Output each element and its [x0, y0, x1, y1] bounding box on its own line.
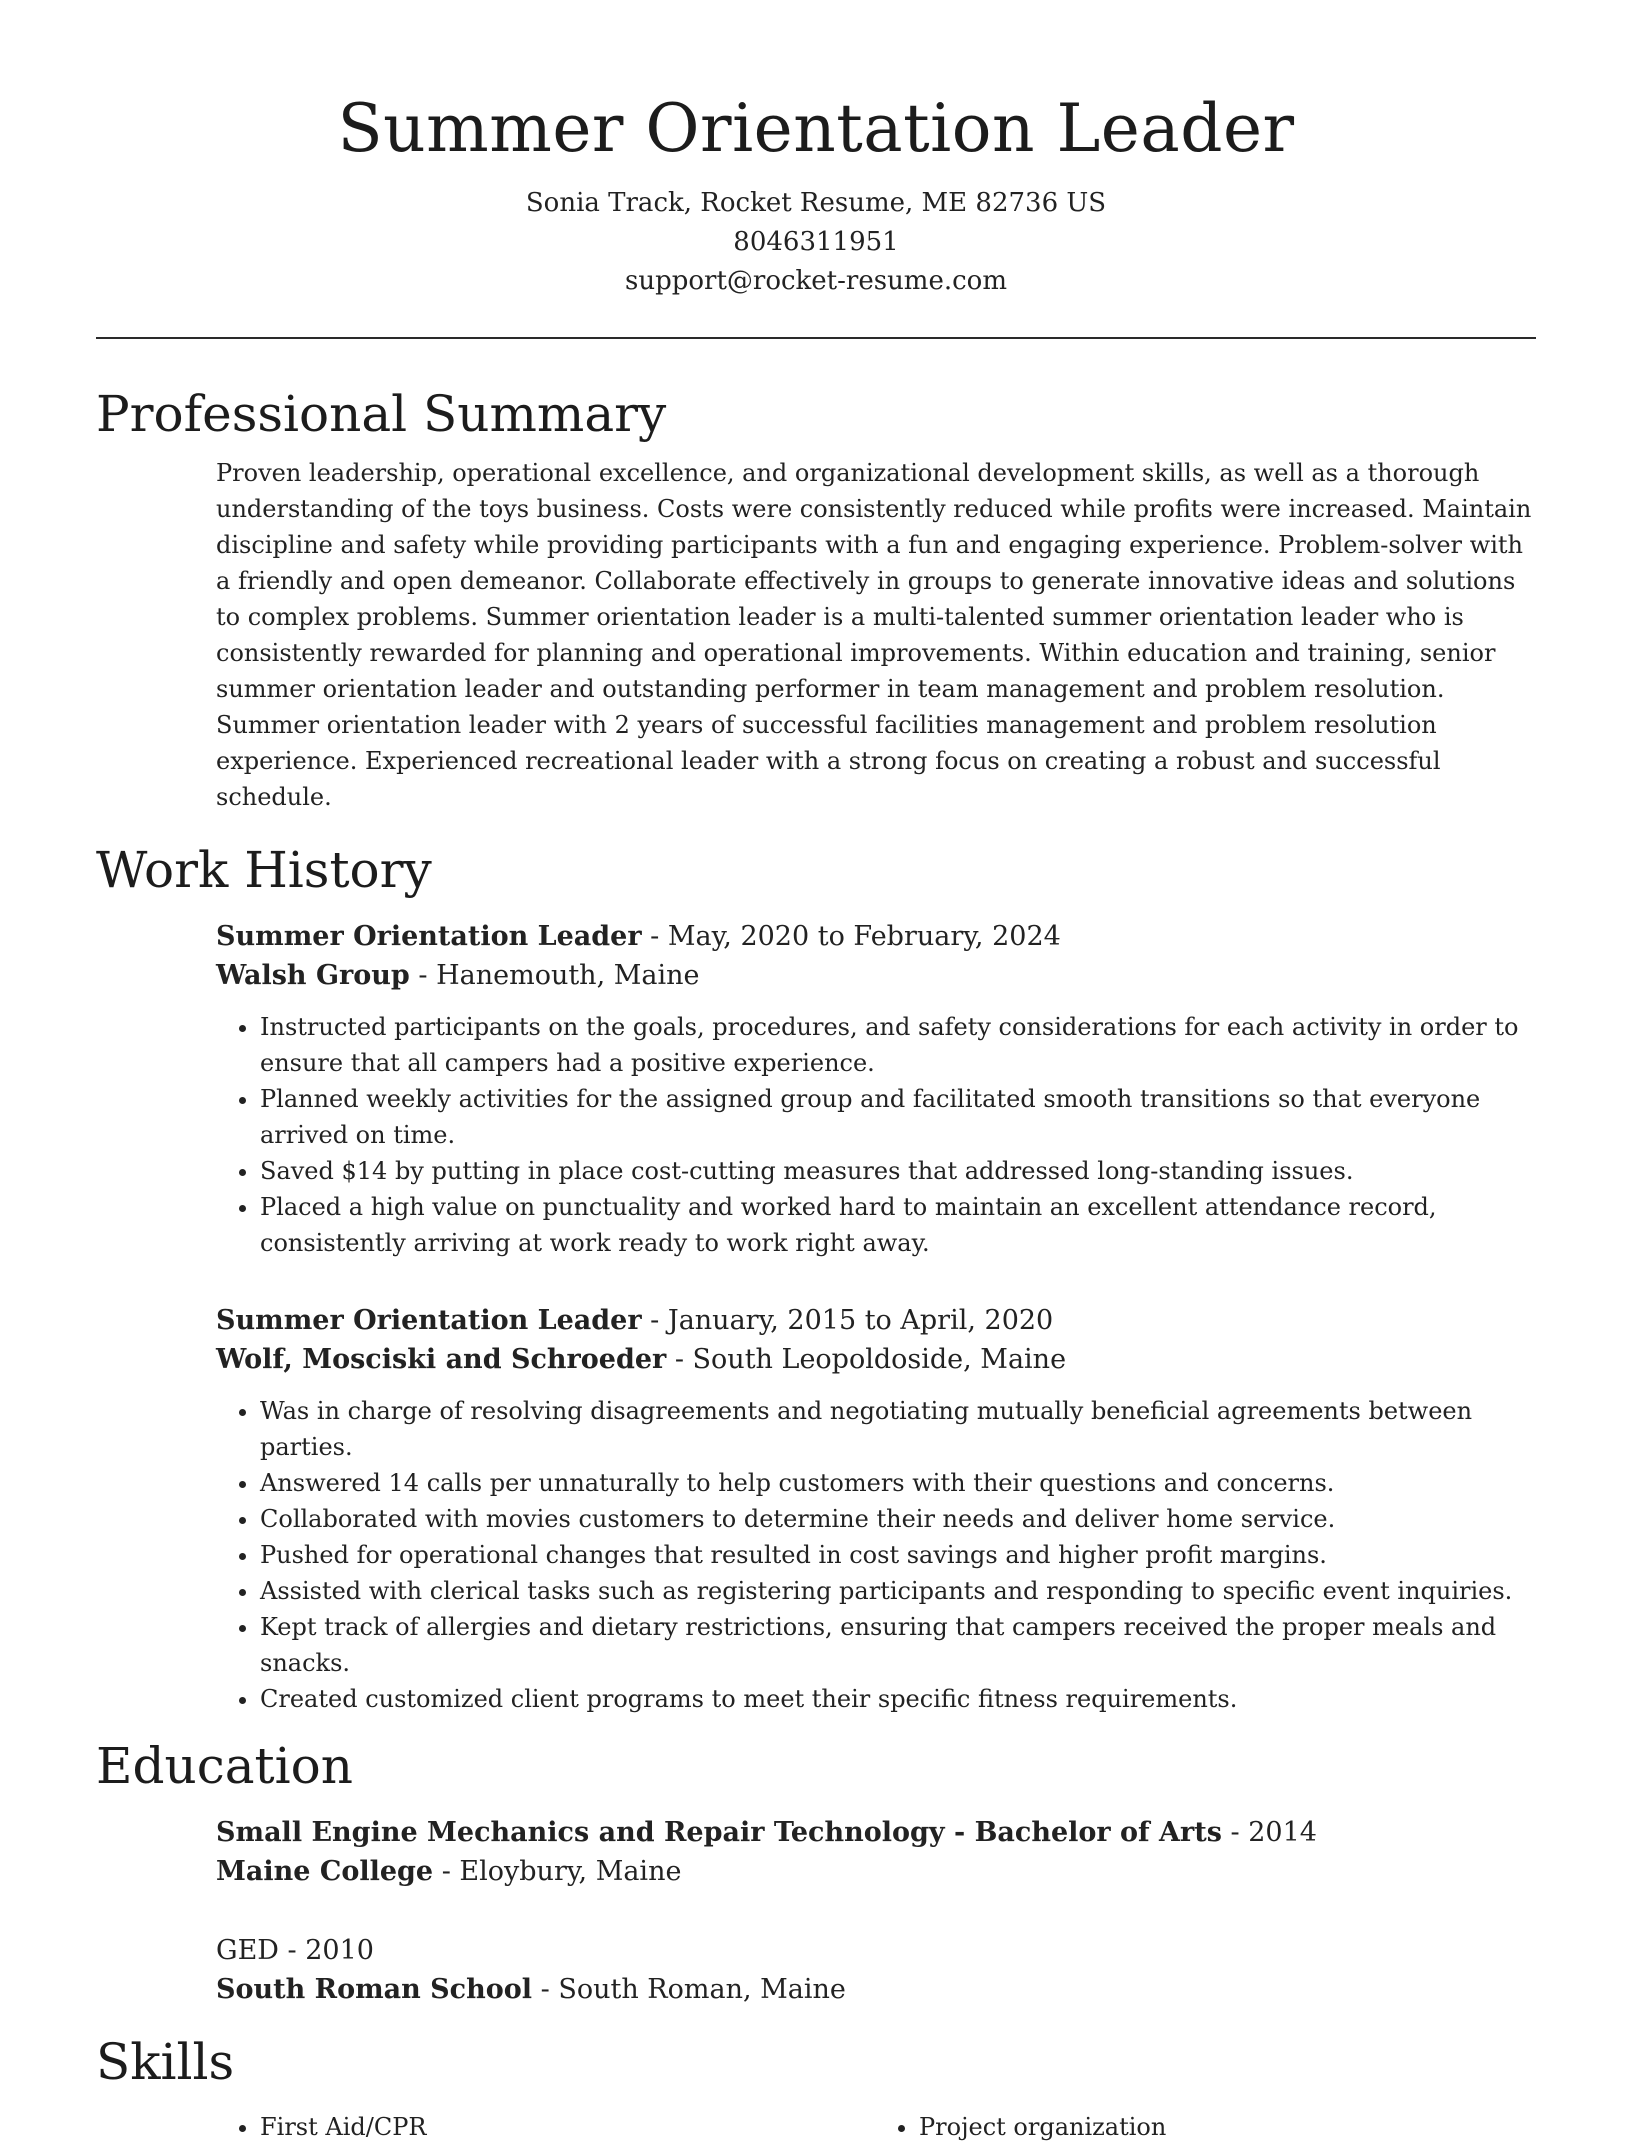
resume-page — [96, 0, 1536, 2145]
list-item: • Was in charge of resolving disagreements and negotiating mutually beneficial agreements between parties. — [260, 1393, 1534, 1465]
job-duties-list — [216, 1009, 1534, 1261]
work-history-section — [216, 917, 1534, 1717]
education-degree: GED — [216, 1935, 279, 1966]
job-location: South Leopoldoside, Maine — [692, 1344, 1067, 1375]
separator: - — [287, 1935, 306, 1966]
list-item: • Assisted with clerical tasks such as registering participants and responding to specific event inquiries. — [260, 1573, 1534, 1609]
job-dates: January, 2015 to April, 2020 — [667, 1305, 1054, 1336]
job-title-line — [216, 917, 1534, 956]
separator: - — [650, 1305, 668, 1336]
education-year: 2010 — [305, 1935, 374, 1966]
job-company: Wolf, Mosciski and Schroeder — [216, 1344, 667, 1375]
contact-address: Sonia Track, Rocket Resume, ME 82736 US — [525, 188, 1107, 218]
education-degree: Small Engine Mechanics and Repair Technology - Bachelor of Arts — [216, 1817, 1222, 1848]
skill-item: • First Aid/CPR — [260, 2109, 875, 2145]
job-entry — [216, 917, 1534, 1261]
separator: - — [540, 1974, 559, 2005]
skill-item: • Project organization — [919, 2109, 1534, 2145]
education-degree-line — [216, 1813, 1534, 1852]
list-item: • Kept track of allergies and dietary restrictions, ensuring that campers received the proper meals and snacks. — [260, 1609, 1534, 1681]
skills-heading: Skills — [96, 2033, 235, 2091]
education-school: South Roman School — [216, 1974, 533, 2005]
job-title: Summer Orientation Leader — [216, 921, 642, 952]
job-entry — [216, 1301, 1534, 1717]
education-school-line — [216, 1970, 1534, 2009]
resume-header — [96, 0, 1536, 301]
separator: - — [418, 960, 437, 991]
separator: - — [1230, 1817, 1249, 1848]
skills-list-right — [875, 2109, 1534, 2145]
skills-section — [216, 2109, 1534, 2145]
contact-email: support@rocket-resume.com — [624, 266, 1007, 296]
contact-phone: 8046311951 — [733, 227, 899, 257]
list-item: • Pushed for operational changes that resulted in cost savings and higher profit margins. — [260, 1537, 1534, 1573]
page-title: Summer Orientation Leader — [337, 90, 1295, 167]
list-item: • Planned weekly activities for the assigned group and facilitated smooth transitions so that everyone arrived on time. — [260, 1081, 1534, 1153]
list-item: • Instructed participants on the goals, procedures, and safety considerations for each activity in order to ensure that all campers had a positive experience. — [260, 1009, 1534, 1081]
separator: - — [650, 921, 668, 952]
list-item: • Saved $14 by putting in place cost-cutting measures that addressed long-standing issues. — [260, 1153, 1534, 1189]
job-company-line — [216, 1340, 1534, 1379]
education-location: South Roman, Maine — [558, 1974, 846, 2005]
education-location: Eloybury, Maine — [459, 1856, 682, 1887]
list-item: • Collaborated with movies customers to determine their needs and deliver home service. — [260, 1501, 1534, 1537]
education-heading: Education — [96, 1737, 353, 1795]
job-title: Summer Orientation Leader — [216, 1305, 642, 1336]
education-school: Maine College — [216, 1856, 434, 1887]
list-item: • Answered 14 calls per unnaturally to help customers with their questions and concerns. — [260, 1465, 1534, 1501]
separator: - — [441, 1856, 460, 1887]
job-company: Walsh Group — [216, 960, 410, 991]
skills-list-left — [216, 2109, 875, 2145]
job-duties-list — [216, 1393, 1534, 1717]
summary-heading: Professional Summary — [96, 385, 667, 443]
summary-section — [216, 455, 1534, 815]
education-section — [216, 1813, 1534, 2009]
job-location: Hanemouth, Maine — [436, 960, 700, 991]
list-item: • Created customized client programs to meet their specific fitness requirements. — [260, 1681, 1534, 1717]
contact-info — [96, 184, 1536, 301]
work-history-heading: Work History — [96, 841, 432, 899]
education-year: 2014 — [1248, 1817, 1317, 1848]
header-divider — [96, 337, 1536, 339]
job-dates: May, 2020 to February, 2024 — [667, 921, 1061, 952]
list-item: • Placed a high value on punctuality and worked hard to maintain an excellent attendance record, consistently arriving at work ready to work right away. — [260, 1189, 1534, 1261]
education-school-line — [216, 1852, 1534, 1891]
job-title-line — [216, 1301, 1534, 1340]
job-company-line — [216, 956, 1534, 995]
education-entry — [216, 1931, 1534, 2009]
education-degree-line — [216, 1931, 1534, 1970]
separator: - — [674, 1344, 693, 1375]
education-entry — [216, 1813, 1534, 1891]
summary-text: Proven leadership, operational excellence, and organizational development skills, as well as a thorough understanding of the toys business. Costs were consistently reduced while profits were increased. Maintain discipline and safety while providing participants with a fun and engaging experience. Problem-solver with a friendly and open demeanor. Collaborate effectively in groups to generate innovative ideas and solutions to complex problems. Summer orientation leader is a multi-talented summer orientation leader who is consistently rewarded for planning and operational improvements. Within education and training, senior summer orientation leader and outstanding performer in team management and problem resolution. Summer orientation leader with 2 years of successful facilities management and problem resolution experience. Experienced recreational leader with a strong focus on creating a robust and successful schedule. — [216, 459, 1532, 811]
